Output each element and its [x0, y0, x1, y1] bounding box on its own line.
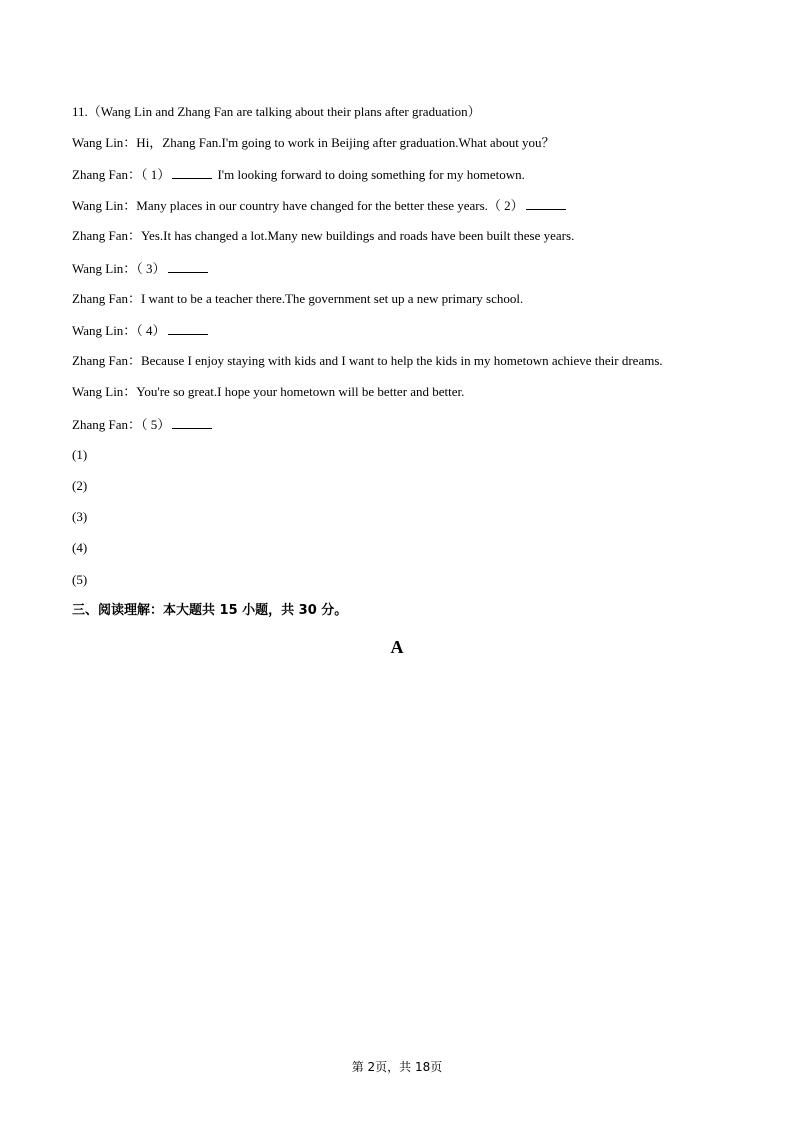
dialogue-text: Zhang Fan：（ 1）	[72, 167, 171, 182]
answer-blank-3[interactable]	[168, 259, 208, 273]
answer-label-4: (4)	[72, 540, 88, 555]
dialogue-line-3	[72, 196, 568, 215]
dialogue-text: Wang Lin：（ 4）	[72, 323, 166, 338]
answer-blank-4[interactable]	[168, 321, 208, 335]
dialogue-line-5	[72, 259, 210, 278]
answer-label-1: (1)	[72, 447, 88, 462]
section-title: 三、阅读理解：本大题共 15 小题，共 30 分。	[72, 603, 348, 618]
dialogue-line-10	[72, 415, 214, 434]
dialogue-text: Zhang Fan：（ 5）	[72, 417, 171, 432]
dialogue-line-9: Wang Lin：You're so great.I hope your hometown will be better and better.	[72, 384, 465, 399]
answer-blank-2[interactable]	[526, 196, 566, 210]
answer-label-5: (5)	[72, 572, 88, 587]
answer-blank-5[interactable]	[172, 415, 212, 429]
passage-label: A	[390, 637, 404, 657]
dialogue-line-1: Wang Lin：Hi，Zhang Fan.I'm going to work in Beijing after graduation.What about you？	[72, 135, 555, 150]
dialogue-line-8: Zhang Fan：Because I enjoy staying with kids and I want to help the kids in my hometown achieve their dreams.	[72, 353, 663, 368]
page-footer: 第 2页，共 18页	[351, 1060, 443, 1074]
dialogue-line-7	[72, 321, 210, 340]
answer-blank-1[interactable]	[172, 165, 212, 179]
dialogue-line-2	[72, 165, 525, 184]
dialogue-text: Wang Lin：（ 3）	[72, 261, 166, 276]
answer-label-2: (2)	[72, 478, 88, 493]
dialogue-line-4: Zhang Fan：Yes.It has changed a lot.Many new buildings and roads have been built these years.	[72, 228, 575, 243]
dialogue-text: I'm looking forward to doing something for my hometown.	[214, 167, 525, 182]
answer-label-3: (3)	[72, 509, 88, 524]
dialogue-text: Wang Lin：Many places in our country have changed for the better these years.（ 2）	[72, 198, 524, 213]
question-intro: 11.（Wang Lin and Zhang Fan are talking about their plans after graduation）	[72, 104, 481, 119]
dialogue-line-6: Zhang Fan：I want to be a teacher there.The government set up a new primary school.	[72, 291, 524, 306]
